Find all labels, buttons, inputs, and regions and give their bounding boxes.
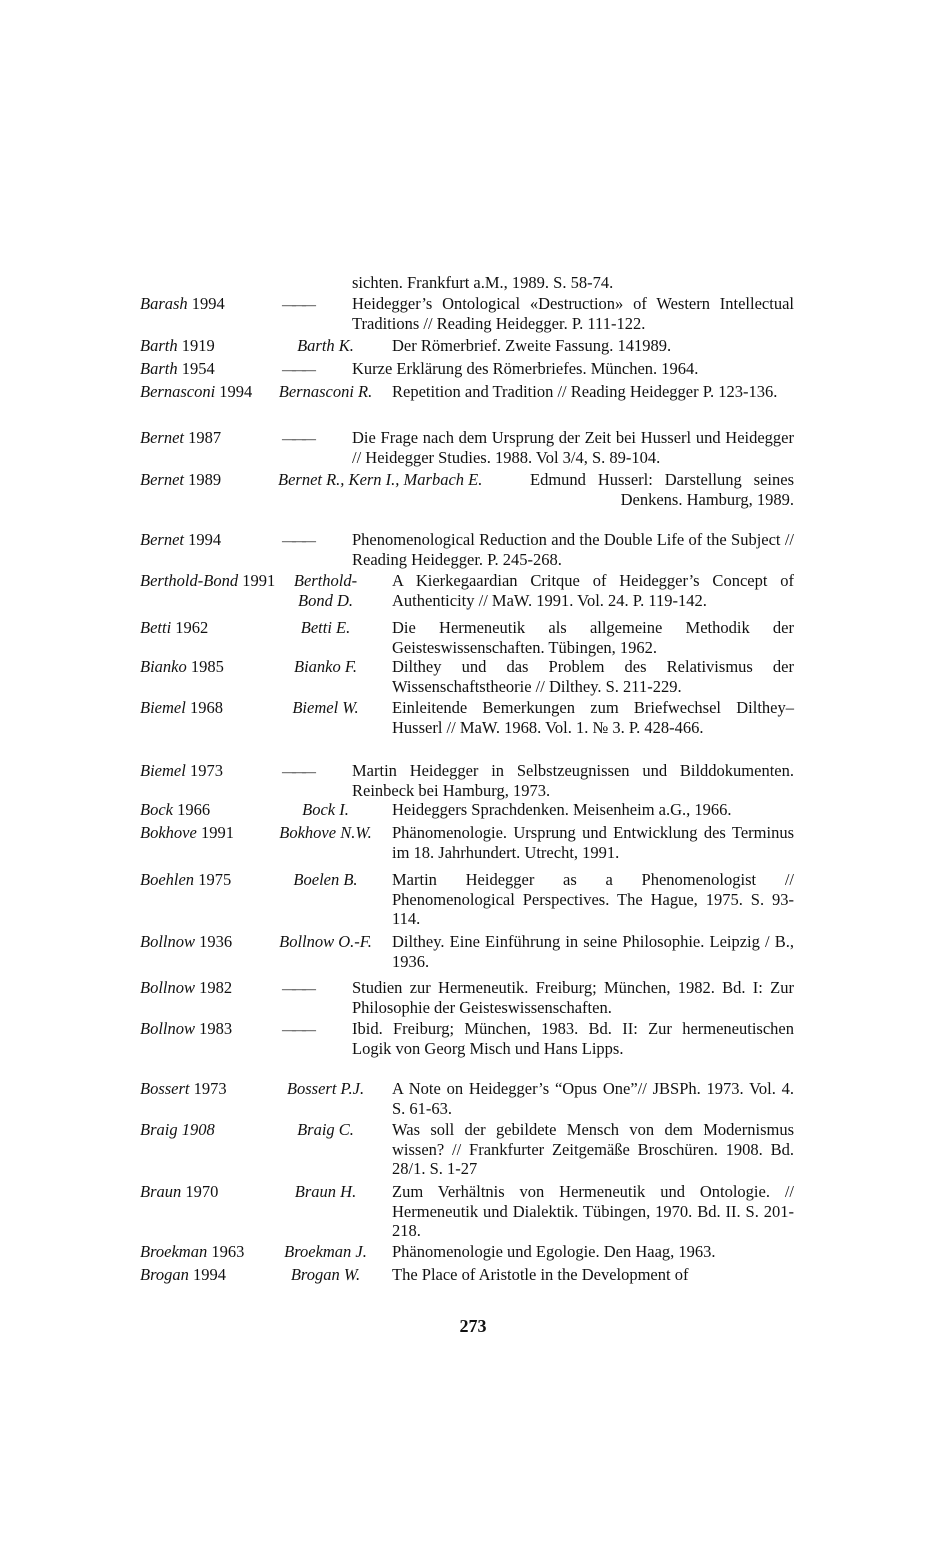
entry-author: Boelen B. [293, 870, 358, 889]
entry-key-name: Bollnow [140, 1019, 196, 1038]
entry-key [140, 932, 278, 952]
entry-author: Bossert P.J. [286, 1079, 365, 1098]
entry-key [140, 571, 278, 591]
entry-key-name: Biemel [140, 698, 186, 717]
entry-text: Edmund Husserl: Darstellung seines Denkens. Hamburg, 1989. [530, 470, 794, 509]
entry-key [140, 618, 278, 638]
entry-key [140, 1079, 278, 1099]
entry-text: Phänomenologie. Ursprung und Entwicklung des Terminus im 18. Jahrhundert. Utrecht, 1991. [392, 823, 794, 862]
entry-text: A Kierkegaardian Critque of Heidegger’s Concept of Authenticity // MaW. 1991. Vol. 24. P. 119-142. [392, 571, 794, 610]
entry-key [140, 382, 278, 402]
ditto-dash [282, 1019, 322, 1041]
entry-author: Barth K. [297, 336, 354, 355]
entry-key [140, 530, 278, 550]
entry-author: Bock I. [302, 800, 349, 819]
entry-key-name: Broekman [140, 1242, 208, 1261]
entry-text: The Place of Aristotle in the Development of [392, 1265, 689, 1284]
ditto-dash [282, 359, 322, 381]
entry-text: Phenomenological Reduction and the Double Life of the Subject // Reading Heidegger. P. 245-268. [352, 530, 794, 569]
entry-key-year: 1919 [177, 336, 215, 355]
entry-key-year: 1994 [188, 1265, 227, 1284]
entry-text: Heideggers Sprachdenken. Meisenheim a.G., 1966. [392, 800, 732, 819]
entry-key-year: 1963 [207, 1242, 245, 1261]
entry-key-year: 1954 [177, 359, 215, 378]
entry-text: Der Römerbrief. Zweite Fassung. 141989. [392, 336, 672, 355]
continuation-line: sichten. Frankfurt a.M., 1989. S. 58-74. [352, 273, 614, 292]
entry-key-year: 1991 [238, 571, 276, 590]
entry-text: Repetition and Tradition // Reading Heidegger P. 123-136. [392, 382, 778, 401]
entry-key [140, 1019, 278, 1039]
entry-key-year: 1973 [189, 1079, 227, 1098]
entry-text: Einleitende Bemerkungen zum Briefwechsel Dilthey–Husserl // MaW. 1968. Vol. 1. № 3. P. 428-466. [392, 698, 794, 737]
entry-author: Braun H. [294, 1182, 357, 1201]
entry-key-name: Braun [140, 1182, 182, 1201]
entry-key [140, 1242, 278, 1262]
entry-key-name: Barash [140, 294, 188, 313]
entry-key-year: 1975 [194, 870, 232, 889]
entry-key-name: Braig 1908 [140, 1120, 215, 1139]
entry-key-year: 1994 [187, 294, 225, 313]
entry-key [140, 1265, 278, 1285]
entry-text: Ibid. Freiburg; München, 1983. Bd. II: Zur hermeneutischen Logik von Georg Misch und Hans Lipps. [352, 1019, 794, 1058]
entry-author: Berthold-Bond D. [293, 571, 358, 610]
entry-author: Bernet R., Kern I., Marbach E. [278, 470, 483, 489]
entry-text: Phänomenologie und Egologie. Den Haag, 1963. [392, 1242, 716, 1261]
entry-key [140, 1182, 278, 1202]
entry-key-year: 1983 [195, 1019, 233, 1038]
entry-key-name: Boehlen [140, 870, 195, 889]
entry-text: Die Hermeneutik als allgemeine Methodik der Geisteswissenschaften. Tübingen, 1962. [392, 618, 794, 657]
entry-key-name: Bossert [140, 1079, 190, 1098]
entry-author: Bollnow O.-F. [279, 932, 372, 951]
ditto-dash [282, 294, 322, 316]
entry-key-year: 1966 [172, 800, 211, 819]
entry-key-name: Bollnow [140, 978, 196, 997]
entry-key-name: Bollnow [140, 932, 196, 951]
entry-key-year: 1987 [183, 428, 222, 447]
entry-key-name: Biemel [140, 761, 186, 780]
entry-author: Braig C. [297, 1120, 354, 1139]
entry-key-year: 1994 [215, 382, 253, 401]
entry-author: Biemel W. [292, 698, 359, 717]
entry-key-name: Bokhove [140, 823, 197, 842]
entry-key [140, 336, 278, 356]
entry-key-name: Berthold-Bond [140, 571, 239, 590]
entry-key-year: 1962 [171, 618, 209, 637]
entry-key-year: 1985 [186, 657, 224, 676]
ditto-dash [282, 761, 322, 783]
entry-key-name: Betti [140, 618, 172, 637]
entry-text: Studien zur Hermeneutik. Freiburg; München, 1982. Bd. I: Zur Philosophie der Geisteswissenschaften. [352, 978, 794, 1017]
entry-text: Martin Heidegger as a Phenomenologist // Phenomenological Perspectives. The Hague, 1975. S. 93-114. [392, 870, 794, 928]
entry-text: Zum Verhältnis von Hermeneutik und Ontologie. // Hermeneutik und Dialektik. Tübingen, 1970. Bd. II. S. 201-218. [392, 1182, 794, 1240]
entry-key-name: Bernasconi [140, 382, 216, 401]
entry-key-year: 1968 [185, 698, 223, 717]
entry-text: Martin Heidegger in Selbstzeugnissen und Bilddokumenten. Reinbeck bei Hamburg, 1973. [352, 761, 794, 800]
entry-key [140, 294, 278, 314]
entry-key-name: Barth [140, 336, 178, 355]
entry-text: A Note on Heidegger’s “Opus One”// JBSPh. 1973. Vol. 4. S. 61-63. [392, 1079, 794, 1118]
entry-key-year: 1936 [195, 932, 233, 951]
entry-text: Kurze Erklärung des Römerbriefes. München. 1964. [352, 359, 699, 378]
entry-author: Betti E. [300, 618, 351, 637]
entry-key-name: Bernet [140, 428, 184, 447]
entry-text: Dilthey. Eine Einführung in seine Philosophie. Leipzig / B., 1936. [392, 932, 794, 971]
entry-author: Bernasconi R. [278, 382, 373, 401]
entry-key-year: 1989 [183, 470, 222, 489]
entry-key [140, 761, 278, 781]
entry-text: Die Frage nach dem Ursprung der Zeit bei Husserl und Heidegger // Heidegger Studies. 1988. Vol 3/4, S. 89-104. [352, 428, 794, 467]
entry-key [140, 1120, 278, 1140]
entry-key [140, 823, 278, 843]
entry-author: Brogan W. [290, 1265, 361, 1284]
entry-author: Bianko F. [294, 657, 357, 676]
entry-key [140, 800, 278, 820]
entry-author: Broekman J. [284, 1242, 367, 1261]
entry-author: Bokhove N.W. [279, 823, 372, 842]
entry-key [140, 978, 278, 998]
entry-key [140, 470, 278, 490]
ditto-dash [282, 428, 322, 450]
entry-text: Dilthey und das Problem des Relativismus der Wissenschaftstheorie // Dilthey. S. 211-229. [392, 657, 794, 696]
ditto-dash [282, 530, 322, 552]
entry-key [140, 657, 278, 677]
entry-key-name: Bock [140, 800, 173, 819]
entry-key-name: Bernet [140, 470, 184, 489]
ditto-dash [282, 978, 322, 1000]
entry-key [140, 698, 278, 718]
entry-key-name: Barth [140, 359, 178, 378]
entry-key-year: 1973 [185, 761, 223, 780]
entry-key-name: Bianko [140, 657, 187, 676]
page-number: 273 [459, 1316, 487, 1336]
entry-key-year: 1970 [181, 1182, 219, 1201]
entry-key-name: Brogan [140, 1265, 189, 1284]
entry-key-year: 1991 [196, 823, 234, 842]
entry-key-year: 1982 [195, 978, 233, 997]
entry-text: Heidegger’s Ontological «Destruction» of Western Intellectual Traditions // Reading Heidegger. P. 111-122. [352, 294, 794, 333]
entry-key [140, 870, 278, 890]
entry-key-year: 1994 [183, 530, 222, 549]
entry-text: Was soll der gebildete Mensch von dem Modernismus wissen? // Frankfurter Zeitgemäße Broschüren. 1908. Bd. 28/1. S. 1-27 [392, 1120, 794, 1178]
entry-key-name: Bernet [140, 530, 184, 549]
entry-key [140, 359, 278, 379]
entry-key [140, 428, 278, 448]
